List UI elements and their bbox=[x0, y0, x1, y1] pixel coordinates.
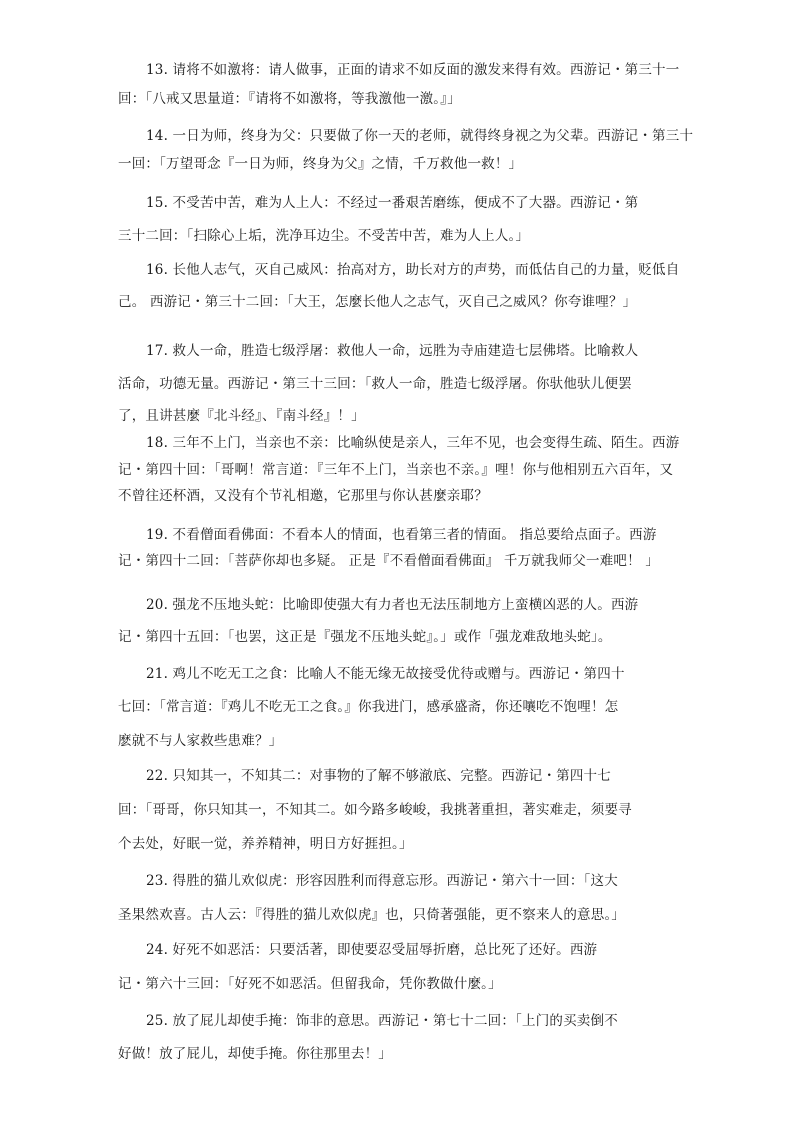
entry-21-line-3: 麽就不与人家救些患难？」 bbox=[118, 733, 283, 749]
entry-15-line-2: 三十二回：「扫除心上垢，洗净耳边尘。不受苦中苦，难为人上人。」 bbox=[118, 228, 530, 244]
entry-25-line-1: 25. 放了屁儿却使手掩：饰非的意思。西游记・第七十二回：「上门的买卖倒不 bbox=[146, 1013, 618, 1029]
entry-18-line-3: 不曾往还杯酒，又没有个节礼相邀，它那里与你认甚麼亲耶？ bbox=[118, 488, 488, 504]
entry-24-line-2: 记・第六十三回：「好死不如恶活。但留我命，凭你教做什麼。」 bbox=[118, 976, 502, 992]
entry-17-line-1: 17. 救人一命，胜造七级浮屠：救他人一命，远胜为寺庙建造七层佛塔。比喻救人 bbox=[146, 343, 639, 359]
entry-23-line-1: 23. 得胜的猫儿欢似虎：形容因胜利而得意忘形。西游记・第六十一回：「这大 bbox=[146, 873, 618, 889]
entry-17-line-3: 了，且讲甚麼『北斗经』、『南斗经』！」 bbox=[118, 408, 365, 424]
entry-16-line-2: 己。 西游记・第三十二回：「大王，怎麼长他人之志气，灭自己之威风？你夸谁哩？」 bbox=[118, 294, 637, 310]
entry-21-line-2: 七回：「常言道：『鸡儿不吃无工之食。』你我进门，感承盛斋，你还嚷吃不饱哩！怎 bbox=[118, 699, 619, 715]
entry-13-line-2: 回：「八戒又思量道：『请将不如激将，等我激他一激。』」 bbox=[118, 91, 461, 107]
entry-14-line-1: 14. 一日为师，终身为父：只要做了你一天的老师，就得终身视之为父辈。西游记・第三十 bbox=[146, 128, 694, 144]
entry-21-line-1: 21. 鸡儿不吃无工之食：比喻人不能无缘无故接受优待或赠与。西游记・第四十 bbox=[146, 666, 625, 682]
entry-15-line-1: 15. 不受苦中苦，难为人上人：不经过一番艰苦磨练，便成不了大器。西游记・第 bbox=[146, 195, 639, 211]
entry-20-line-1: 20. 强龙不压地头蛇：比喻即使强大有力者也无法压制地方上蛮横凶恶的人。西游 bbox=[146, 597, 639, 613]
entry-18-line-2: 记・第四十回：「哥啊！常言道：『三年不上门，当亲也不亲。』哩！你与他相别五六百年，又 bbox=[118, 462, 674, 478]
entry-22-line-3: 个去处，好眠一觉，养养精神，明日方好捱担。」 bbox=[118, 836, 413, 852]
entry-24-line-1: 24. 好死不如恶活：只要活著，即使要忍受屈辱折磨，总比死了还好。西游 bbox=[146, 942, 598, 958]
entry-19-line-1: 19. 不看僧面看佛面：不看本人的情面，也看第三者的情面。 指总要给点面子。西游 bbox=[146, 527, 657, 543]
entry-19-line-2: 记・第四十二回：「菩萨你却也多疑。 正是『不看僧面看佛面』 千万就我师父一难吧！ 」 bbox=[118, 553, 660, 569]
entry-22-line-2: 回：「哥哥，你只知其一，不知其二。如今路多峻峻，我挑著重担，著实难走，须要寻 bbox=[118, 802, 632, 818]
entry-16-line-1: 16. 长他人志气，灭自己威风：抬高对方，助长对方的声势，而低估自己的力量，贬低自 bbox=[146, 262, 680, 278]
entry-13-line-1: 13. 请将不如激将：请人做事，正面的请求不如反面的激发来得有效。西游记・第三十一 bbox=[146, 62, 680, 78]
entry-23-line-2: 圣果然欢喜。古人云：『得胜的猫儿欢似虎』也，只倚著强能，更不察来人的意思。」 bbox=[118, 907, 626, 923]
entry-20-line-2: 记・第四十五回：「也罢，这正是『强龙不压地头蛇』。」或作「强龙难敌地头蛇」。 bbox=[118, 629, 612, 645]
entry-18-line-1: 18. 三年不上门，当亲也不亲：比喻纵使是亲人，三年不见，也会变得生疏、陌生。西游 bbox=[146, 435, 680, 451]
entry-25-line-2: 好做！放了屁儿，却使手掩。你往那里去！」 bbox=[118, 1046, 392, 1062]
entry-14-line-2: 一回：「万望哥念『一日为师，终身为父』之情，千万救他一救！」 bbox=[118, 156, 523, 172]
entry-22-line-1: 22. 只知其一，不知其二：对事物的了解不够澈底、完整。西游记・第四十七 bbox=[146, 768, 611, 784]
entry-17-line-2: 活命，功德无量。西游记・第三十三回：「救人一命，胜造七级浮屠。你驮他驮儿便罢 bbox=[118, 376, 632, 392]
